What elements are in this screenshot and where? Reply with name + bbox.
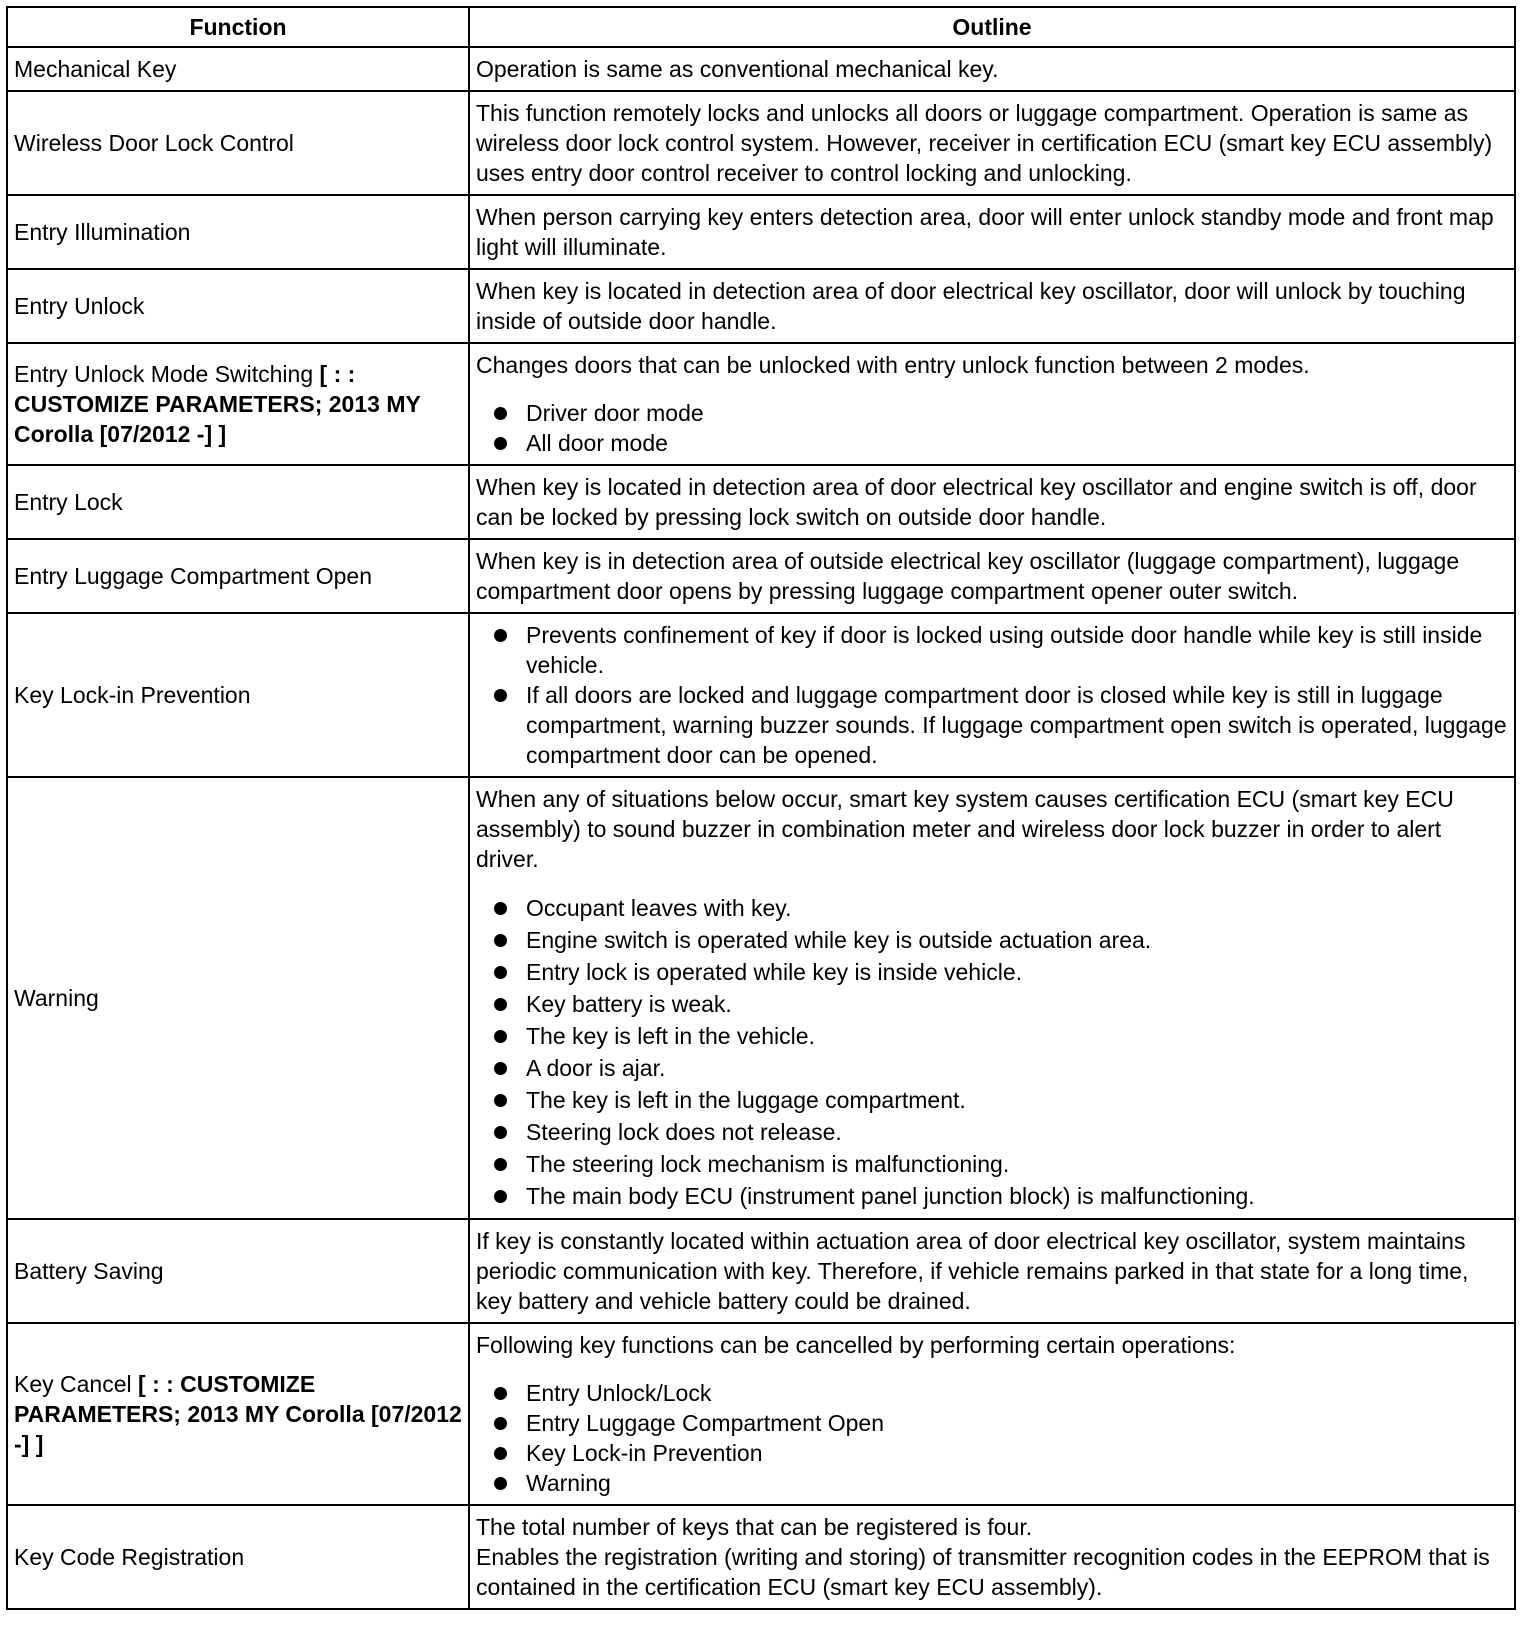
outline-cell: [469, 1505, 1515, 1609]
outline-text: If key is constantly located within actuation area of door electrical key oscillator, system maintains periodic communication with key. Therefore, if vehicle remains parked in that state for a long time, key battery and vehicle battery could be drained.: [476, 1228, 1469, 1314]
list-item: [476, 1408, 1508, 1438]
outline-text: When key is located in detection area of door electrical key oscillator, door will unlock by touching inside of outside door handle.: [476, 278, 1466, 334]
function-cell: Mechanical Key: [7, 47, 469, 91]
outline-text: Following key functions can be cancelled by performing certain operations:: [476, 1332, 1236, 1358]
outline-text: This function remotely locks and unlocks all doors or luggage compartment. Operation is same as wireless door lock control system. However, receiver in certification ECU (smart key ECU assembly) uses entry door control receiver to control locking and unlocking.: [476, 100, 1493, 186]
outline-text: Changes doors that can be unlocked with entry unlock function between 2 modes.: [476, 352, 1310, 378]
bullet-dot-icon: [494, 437, 507, 450]
outline-cell: [469, 613, 1515, 777]
outline-cell: [469, 195, 1515, 269]
table-row: [7, 613, 1515, 777]
document-page: [6, 6, 1516, 1610]
list-item: [476, 1084, 1508, 1116]
outline-cell: [469, 777, 1515, 1219]
list-item-text: Driver door mode: [526, 400, 704, 426]
list-item-text: Warning: [526, 1470, 611, 1496]
bullet-list: [476, 1378, 1508, 1498]
outline-cell: [469, 539, 1515, 613]
function-cell: Entry Illumination: [7, 195, 469, 269]
outline-cell: [469, 1219, 1515, 1323]
bullet-dot-icon: [494, 1447, 507, 1460]
table-row: [7, 269, 1515, 343]
list-item-text: Key Lock-in Prevention: [526, 1440, 763, 1466]
table-row: [7, 1505, 1515, 1609]
outline-cell: [469, 343, 1515, 465]
function-cell: Battery Saving: [7, 1219, 469, 1323]
function-cell: Key Lock-in Prevention: [7, 613, 469, 777]
table-row: [7, 777, 1515, 1219]
list-item: [476, 1468, 1508, 1498]
outline-text: When key is located in detection area of door electrical key oscillator and engine switch is off, door can be locked by pressing lock switch on outside door handle.: [476, 474, 1477, 530]
list-item-text: The steering lock mechanism is malfunctioning.: [526, 1151, 1010, 1177]
bullet-dot-icon: [494, 689, 507, 702]
bullet-dot-icon: [494, 966, 507, 979]
list-item-text: Key battery is weak.: [526, 991, 732, 1017]
table-row: [7, 465, 1515, 539]
bullet-list: [476, 620, 1508, 770]
bullet-dot-icon: [494, 407, 507, 420]
table-row: [7, 1323, 1515, 1505]
outline-cell: [469, 465, 1515, 539]
outline-text: The total number of keys that can be registered is four.: [476, 1514, 1033, 1540]
table-row: [7, 539, 1515, 613]
bullet-dot-icon: [494, 1094, 507, 1107]
list-item: [476, 1438, 1508, 1468]
list-item: [476, 1116, 1508, 1148]
outline-text: Operation is same as conventional mechanical key.: [476, 56, 999, 82]
list-item: [476, 924, 1508, 956]
list-item: [476, 1020, 1508, 1052]
outline-text: When key is in detection area of outside electrical key oscillator (luggage compartment), luggage compartment door opens by pressing luggage compartment opener outer switch.: [476, 548, 1460, 604]
list-item: [476, 1052, 1508, 1084]
table-row: [7, 195, 1515, 269]
list-item-text: Entry Unlock/Lock: [526, 1380, 712, 1406]
bullet-dot-icon: [494, 1062, 507, 1075]
list-item-text: Occupant leaves with key.: [526, 895, 792, 921]
list-item: [476, 680, 1508, 770]
list-item: [476, 428, 1508, 458]
customize-parameters-link[interactable]: [ : : CUSTOMIZE PARAMETERS; 2013 MY Corolla [07/2012 -] ]: [14, 1371, 462, 1457]
bullet-list: [476, 892, 1508, 1212]
function-cell: [7, 1323, 469, 1505]
function-cell: [7, 343, 469, 465]
outline-cell: [469, 91, 1515, 195]
table-row: [7, 1219, 1515, 1323]
header-outline: Outline: [469, 7, 1515, 47]
list-item: [476, 892, 1508, 924]
function-cell: Warning: [7, 777, 469, 1219]
list-item: [476, 1378, 1508, 1408]
outline-text: When person carrying key enters detection area, door will enter unlock standby mode and front map light will illuminate.: [476, 204, 1494, 260]
function-cell: Entry Lock: [7, 465, 469, 539]
table-row: [7, 91, 1515, 195]
list-item-text: If all doors are locked and luggage compartment door is closed while key is still in luggage compartment, warning buzzer sounds. If luggage compartment open switch is operated, luggage compartment door can be opened.: [526, 682, 1507, 768]
header-function: Function: [7, 7, 469, 47]
list-item-text: Prevents confinement of key if door is locked using outside door handle while key is still inside vehicle.: [526, 622, 1483, 678]
bullet-dot-icon: [494, 934, 507, 947]
list-item: [476, 398, 1508, 428]
list-item: [476, 1180, 1508, 1212]
list-item-text: Entry lock is operated while key is inside vehicle.: [526, 959, 1023, 985]
function-label: Key Cancel: [14, 1371, 132, 1397]
list-item-text: All door mode: [526, 430, 668, 456]
list-item-text: The key is left in the luggage compartment.: [526, 1087, 966, 1113]
table-header-row: [7, 7, 1515, 47]
list-item: [476, 1148, 1508, 1180]
outline-text: Enables the registration (writing and storing) of transmitter recognition codes in the EEPROM that is contained in the certification ECU (smart key ECU assembly).: [476, 1544, 1490, 1600]
outline-cell: [469, 269, 1515, 343]
bullet-dot-icon: [494, 1190, 507, 1203]
bullet-list: [476, 398, 1508, 458]
list-item-text: Engine switch is operated while key is outside actuation area.: [526, 927, 1152, 953]
bullet-dot-icon: [494, 902, 507, 915]
function-label: Entry Unlock Mode Switching: [14, 361, 314, 387]
bullet-dot-icon: [494, 998, 507, 1011]
list-item: [476, 620, 1508, 680]
outline-cell: [469, 1323, 1515, 1505]
list-item: [476, 956, 1508, 988]
function-cell: Entry Luggage Compartment Open: [7, 539, 469, 613]
customize-parameters-link[interactable]: [ : : CUSTOMIZE PARAMETERS; 2013 MY Corolla [07/2012 -] ]: [14, 361, 421, 447]
outline-text: When any of situations below occur, smart key system causes certification ECU (smart key ECU assembly) to sound buzzer in combination meter and wireless door lock buzzer in order to alert driver.: [476, 786, 1454, 872]
bullet-dot-icon: [494, 629, 507, 642]
table-row: [7, 343, 1515, 465]
bullet-dot-icon: [494, 1158, 507, 1171]
function-cell: Entry Unlock: [7, 269, 469, 343]
function-cell: Key Code Registration: [7, 1505, 469, 1609]
table-row: [7, 47, 1515, 91]
outline-cell: [469, 47, 1515, 91]
list-item-text: A door is ajar.: [526, 1055, 666, 1081]
bullet-dot-icon: [494, 1126, 507, 1139]
list-item: [476, 988, 1508, 1020]
function-cell: Wireless Door Lock Control: [7, 91, 469, 195]
function-outline-table: [6, 6, 1516, 1610]
bullet-dot-icon: [494, 1030, 507, 1043]
bullet-dot-icon: [494, 1417, 507, 1430]
list-item-text: Steering lock does not release.: [526, 1119, 842, 1145]
list-item-text: Entry Luggage Compartment Open: [526, 1410, 884, 1436]
bullet-dot-icon: [494, 1477, 507, 1490]
list-item-text: The main body ECU (instrument panel junction block) is malfunctioning.: [526, 1183, 1255, 1209]
list-item-text: The key is left in the vehicle.: [526, 1023, 815, 1049]
bullet-dot-icon: [494, 1387, 507, 1400]
